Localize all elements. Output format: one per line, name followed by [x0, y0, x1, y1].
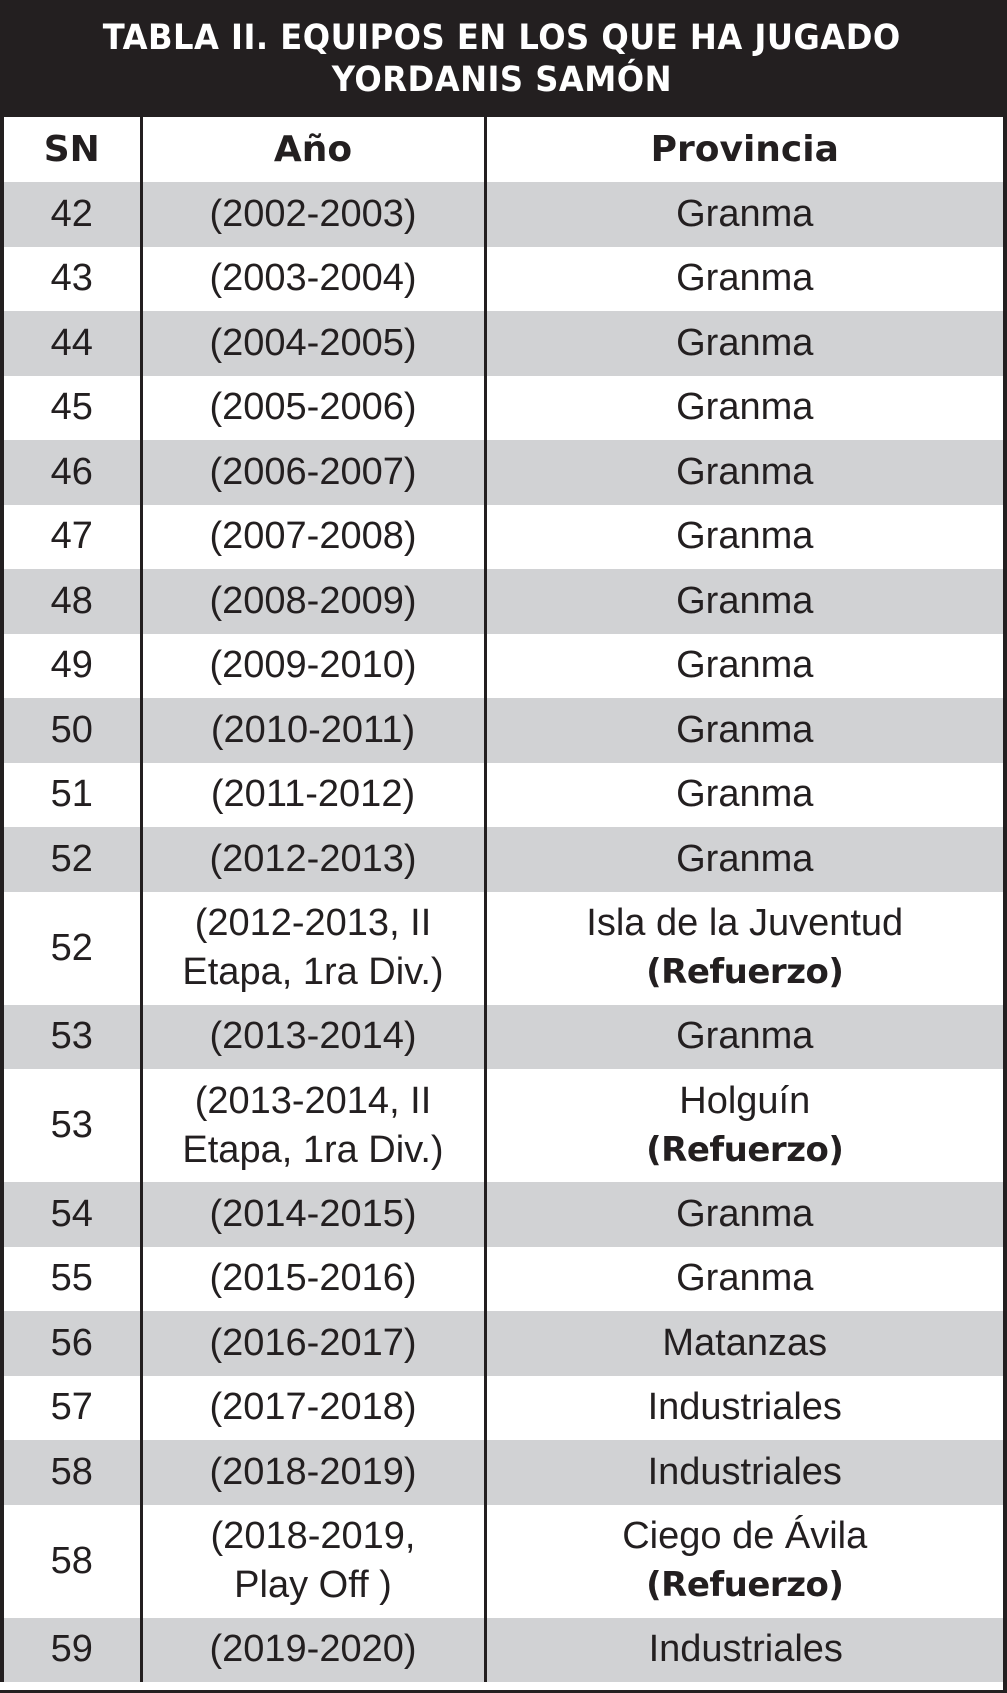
- cell-anio: [141, 1440, 485, 1505]
- cell-anio-line: (2013-2014): [209, 1015, 417, 1058]
- cell-provincia-name: Industriales: [647, 1450, 842, 1493]
- cell-anio: [141, 1069, 485, 1182]
- cell-provincia-name: Granma: [676, 386, 814, 429]
- cell-sn: 44: [2, 311, 141, 376]
- cell-sn: 59: [2, 1618, 141, 1683]
- cell-sn: 51: [2, 763, 141, 828]
- cell-anio-line: (2008-2009): [209, 579, 417, 622]
- table-title-line-1: TABLA II. EQUIPOS EN LOS QUE HA JUGADO: [102, 17, 901, 58]
- cell-anio: [141, 763, 485, 828]
- cell-anio: [141, 311, 485, 376]
- cell-provincia-name: Granma: [676, 257, 814, 300]
- cell-anio-line: (2016-2017): [209, 1321, 417, 1364]
- table-row: [2, 1005, 1005, 1070]
- cell-sn: 48: [2, 569, 141, 634]
- cell-provincia-note: (Refuerzo): [646, 1565, 844, 1605]
- cell-anio-line: (2010-2011): [210, 708, 416, 751]
- table-row: [2, 634, 1005, 699]
- cell-provincia: [485, 505, 1005, 570]
- table-row: [2, 311, 1005, 376]
- cell-anio-line: (2019-2020): [209, 1628, 417, 1671]
- cell-anio-line: Etapa, 1ra Div.): [182, 1128, 444, 1171]
- cell-anio: [141, 182, 485, 247]
- cell-provincia: [485, 634, 1005, 699]
- cell-sn: 57: [2, 1376, 141, 1441]
- table-row: [2, 1376, 1005, 1441]
- cell-anio: [141, 1247, 485, 1312]
- table-row: [2, 1311, 1005, 1376]
- table-row: [2, 569, 1005, 634]
- cell-anio-line: (2007-2008): [209, 515, 417, 558]
- cell-sn: 53: [2, 1069, 141, 1182]
- cell-sn: 47: [2, 505, 141, 570]
- cell-sn: 42: [2, 182, 141, 247]
- cell-provincia: [485, 1505, 1005, 1618]
- cell-provincia-name: Matanzas: [662, 1321, 828, 1364]
- cell-sn: 55: [2, 1247, 141, 1312]
- cell-anio-line: (2012-2013): [209, 837, 417, 880]
- cell-provincia: [485, 763, 1005, 828]
- cell-provincia-name: Granma: [676, 450, 814, 493]
- cell-anio: [141, 892, 485, 1005]
- cell-anio-line: (2014-2015): [209, 1192, 417, 1235]
- cell-provincia: [485, 376, 1005, 441]
- cell-provincia: [485, 892, 1005, 1005]
- cell-anio: [141, 376, 485, 441]
- cell-sn: 52: [2, 827, 141, 892]
- cell-anio: [141, 1005, 485, 1070]
- cell-sn: 43: [2, 247, 141, 312]
- cell-anio-line: Etapa, 1ra Div.): [182, 951, 444, 993]
- cell-provincia: [485, 182, 1005, 247]
- table-title: [0, 0, 1003, 117]
- cell-provincia-name: Granma: [676, 837, 814, 880]
- cell-provincia: [485, 1311, 1005, 1376]
- cell-sn: 54: [2, 1182, 141, 1247]
- table-row: [2, 698, 1005, 763]
- cell-anio-line: (2015-2016): [209, 1257, 417, 1300]
- cell-provincia: [485, 569, 1005, 634]
- cell-anio: [141, 1618, 485, 1683]
- cell-anio-line: (2005-2006): [209, 386, 417, 429]
- cell-sn: 52: [2, 892, 141, 1005]
- cell-provincia-name: Industriales: [647, 1386, 842, 1429]
- cell-anio: [141, 1376, 485, 1441]
- cell-anio-line: (2006-2007): [209, 450, 417, 493]
- cell-provincia-name: Isla de la Juventud: [586, 902, 904, 944]
- cell-anio: [141, 569, 485, 634]
- cell-provincia-name: Granma: [676, 515, 814, 558]
- cell-provincia-name: Granma: [676, 192, 814, 235]
- cell-anio: [141, 634, 485, 699]
- header-sn: SN: [2, 117, 141, 182]
- cell-anio-line: (2018-2019,: [210, 1515, 416, 1557]
- cell-provincia: [485, 1005, 1005, 1070]
- table-row: [2, 1505, 1005, 1618]
- table-row: [2, 1440, 1005, 1505]
- table-row: [2, 505, 1005, 570]
- cell-provincia-name: Granma: [676, 644, 814, 687]
- cell-anio: [141, 247, 485, 312]
- cell-provincia: [485, 1182, 1005, 1247]
- cell-provincia: [485, 1247, 1005, 1312]
- cell-provincia-note: (Refuerzo): [646, 952, 844, 992]
- cell-sn: 46: [2, 440, 141, 505]
- cell-anio-line: (2013-2014, II: [194, 1079, 432, 1122]
- cell-provincia: [485, 311, 1005, 376]
- cell-provincia: [485, 1376, 1005, 1441]
- cell-provincia-name: Granma: [676, 579, 814, 622]
- cell-anio-line: (2009-2010): [209, 644, 417, 687]
- cell-sn: 58: [2, 1505, 141, 1618]
- cell-provincia-name: Industriales: [648, 1628, 843, 1671]
- cell-anio: [141, 698, 485, 763]
- cell-sn: 56: [2, 1311, 141, 1376]
- cell-anio-line: (2018-2019): [209, 1450, 417, 1493]
- table-body: [2, 182, 1005, 1682]
- table-row: [2, 1618, 1005, 1683]
- cell-provincia: [485, 440, 1005, 505]
- table-row: [2, 763, 1005, 828]
- cell-sn: 58: [2, 1440, 141, 1505]
- cell-provincia: [485, 1618, 1005, 1683]
- cell-sn: 49: [2, 634, 141, 699]
- cell-anio-line: (2003-2004): [209, 257, 417, 300]
- cell-anio-line: (2002-2003): [209, 192, 417, 235]
- cell-provincia: [485, 247, 1005, 312]
- cell-provincia: [485, 1069, 1005, 1182]
- header-provincia: Provincia: [485, 117, 1005, 182]
- table-row: [2, 376, 1005, 441]
- cell-anio-line: (2012-2013, II: [194, 902, 432, 944]
- table-row: [2, 440, 1005, 505]
- cell-provincia-name: Holguín: [679, 1079, 811, 1122]
- table-row: [2, 1182, 1005, 1247]
- cell-sn: 45: [2, 376, 141, 441]
- cell-anio-line: (2017-2018): [209, 1386, 417, 1429]
- cell-anio: [141, 1182, 485, 1247]
- cell-sn: 53: [2, 1005, 141, 1070]
- cell-provincia-name: Granma: [676, 1257, 814, 1300]
- cell-anio-line: (2004-2005): [209, 321, 417, 364]
- cell-provincia-note: (Refuerzo): [646, 1129, 844, 1170]
- cell-provincia: [485, 1440, 1005, 1505]
- cell-provincia-name: Granma: [676, 1015, 814, 1058]
- table-row: [2, 1069, 1005, 1182]
- cell-anio: [141, 1311, 485, 1376]
- cell-anio: [141, 1505, 485, 1618]
- teams-table: [0, 117, 1007, 1682]
- cell-provincia: [485, 827, 1005, 892]
- cell-provincia-name: Granma: [676, 773, 814, 816]
- cell-anio: [141, 505, 485, 570]
- table-row: [2, 247, 1005, 312]
- header-anio: Año: [141, 117, 485, 182]
- cell-anio-line: (2011-2012): [210, 773, 416, 816]
- cell-anio: [141, 440, 485, 505]
- table-title-line-2: YORDANIS SAMÓN: [331, 59, 672, 100]
- table-row: [2, 182, 1005, 247]
- cell-provincia-name: Ciego de Ávila: [622, 1515, 868, 1557]
- cell-provincia-name: Granma: [676, 708, 814, 751]
- cell-provincia-name: Granma: [676, 321, 814, 364]
- table-row: [2, 1247, 1005, 1312]
- cell-sn: 50: [2, 698, 141, 763]
- cell-anio-line: Play Off ): [234, 1564, 392, 1606]
- cell-anio: [141, 827, 485, 892]
- header-row: [2, 117, 1005, 182]
- table-row: [2, 827, 1005, 892]
- cell-provincia-name: Granma: [676, 1192, 814, 1235]
- table-row: [2, 892, 1005, 1005]
- cell-provincia: [485, 698, 1005, 763]
